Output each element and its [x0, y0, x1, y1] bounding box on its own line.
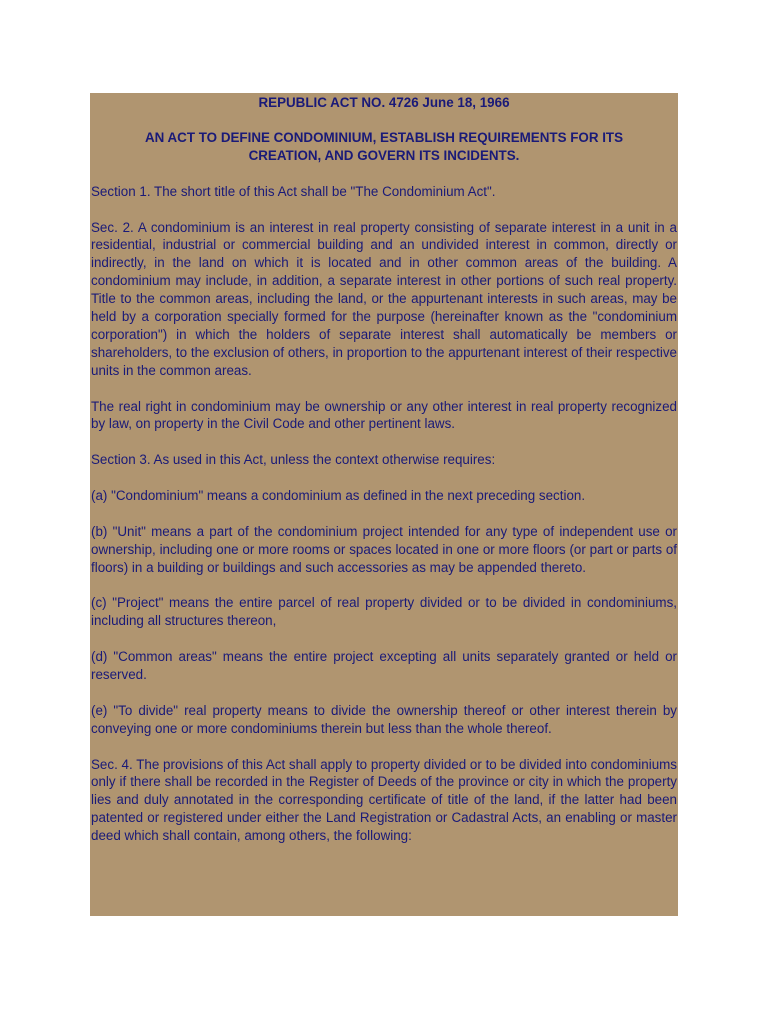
section-3-paragraph: Section 3. As used in this Act, unless the context otherwise requires: [91, 452, 496, 468]
definition-e-paragraph: (e) "To divide" real property means to divide the ownership thereof or other interest therein by conveying one or more condominiums therein but less than the whole thereof. [91, 702, 677, 736]
section-1-paragraph: Section 1. The short title of this Act shall be "The Condominium Act". [91, 183, 496, 199]
section-2-paragraph: Sec. 2. A condominium is an interest in real property consisting of separate interest in a unit in a residential, industrial or commercial building and an undivided interest in common, directly or indirectly, in the land on which it is located and in other common areas of the building. A condominium may include, in addition, a separate interest in other portions of such real property. Title to the common areas, including the land, or the appurtenant interests in such areas, may be held by a corporation specially formed for the purpose (hereinafter known as the "condominium corporation") in which the holders of separate interest shall automatically be members or shareholders, to the exclusion of others, in proportion to the appurtenant interest of their respective units in the common areas. [91, 219, 677, 378]
section-4-paragraph: Sec. 4. The provisions of this Act shall apply to property divided or to be divided into condominiums only if there shall be recorded in the Register of Deeds of the province or city in which the property lies and duly annotated in the corresponding certificate of title of the land, if the latter had been patented or registered under either the Land Registration or Cadastral Acts, an enabling or master deed which shall contain, among others, the following: [91, 756, 677, 844]
document-subtitle: AN ACT TO DEFINE CONDOMINIUM, ESTABLISH REQUIREMENTS FOR ITS CREATION, AND GOVERN ITS INCIDENTS. [144, 129, 624, 163]
document-title: REPUBLIC ACT NO. 4726 June 18, 1966 [258, 95, 510, 110]
real-right-paragraph: The real right in condominium may be ownership or any other interest in real property recognized by law, on property in the Civil Code and other pertinent laws. [91, 398, 677, 432]
definition-a-paragraph: (a) "Condominium" means a condominium as defined in the next preceding section. [91, 488, 586, 504]
definition-d-paragraph: (d) "Common areas" means the entire project excepting all units separately granted or held or reserved. [91, 649, 677, 683]
definition-b-paragraph: (b) "Unit" means a part of the condominium project intended for any type of independent use or ownership, including one or more rooms or spaces located in one or more floors (or part or parts of floors) in a building or buildings and such accessories as may be appended thereto. [91, 523, 677, 575]
definition-c-paragraph: (c) "Project" means the entire parcel of real property divided or to be divided in condominiums, including all structures thereon, [91, 595, 677, 629]
document-panel [90, 93, 678, 916]
